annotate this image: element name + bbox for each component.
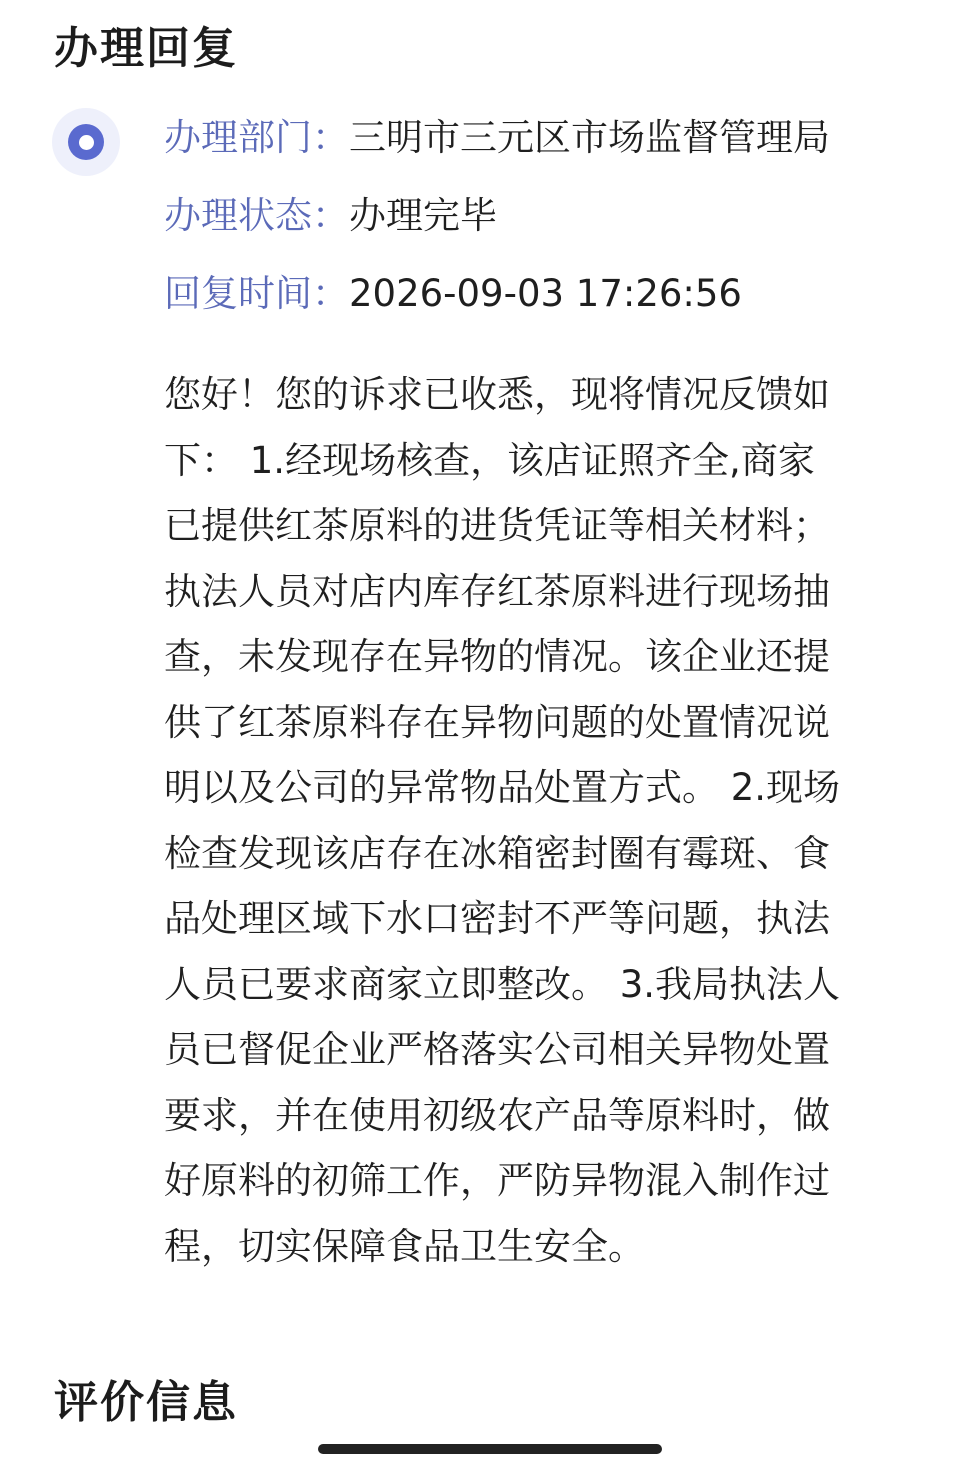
- reply-content-line: 人员已要求商家立即整改。 3.我局执法人: [164, 962, 841, 1006]
- reply-content-line: 下： 1.经现场核查，该店证照齐全,商家: [164, 438, 815, 482]
- department-label: 办理部门：: [164, 116, 349, 159]
- status-row: [164, 192, 497, 240]
- department-row: [164, 114, 830, 162]
- reply-content-line: 明以及公司的异常物品处置方式。 2.现场: [164, 766, 841, 809]
- reply-content-line: 您好！您的诉求已收悉，现将情况反馈如: [164, 373, 830, 416]
- reply-time-label: 回复时间：: [164, 272, 349, 315]
- home-indicator[interactable]: [318, 1444, 662, 1454]
- timeline-dot-icon: [52, 108, 120, 176]
- reply-content-line: 程，切实保障食品卫生安全。: [164, 1224, 645, 1268]
- reply-content-line: 查，未发现存在异物的情况。该企业还提: [164, 635, 830, 678]
- reply-content-line: 检查发现该店存在冰箱密封圈有霉斑、食: [164, 831, 830, 875]
- status-label: 办理状态：: [164, 194, 349, 237]
- evaluation-section-title: 评价信息: [54, 1377, 238, 1428]
- reply-content: [164, 362, 916, 1279]
- department-value: 三明市三元区市场监督管理局: [349, 116, 830, 159]
- reply-time-row: [164, 270, 742, 318]
- reply-content-line: 品处理区域下水口密封不严等问题，执法: [164, 897, 830, 940]
- reply-content-line: 已提供红茶原料的进货凭证等相关材料；: [164, 504, 830, 547]
- reply-content-line: 供了红茶原料存在异物问题的处置情况说: [164, 700, 830, 744]
- reply-content-line: 员已督促企业严格落实公司相关异物处置: [164, 1028, 830, 1071]
- reply-content-line: 好原料的初筛工作，严防异物混入制作过: [164, 1159, 830, 1202]
- reply-section-title: 办理回复: [54, 23, 238, 74]
- reply-content-line: 要求，并在使用初级农产品等原料时，做: [164, 1093, 830, 1137]
- status-value: 办理完毕: [349, 194, 497, 237]
- reply-time-value: 2026-09-03 17:26:56: [349, 272, 742, 315]
- reply-content-line: 执法人员对店内库存红茶原料进行现场抽: [164, 569, 830, 613]
